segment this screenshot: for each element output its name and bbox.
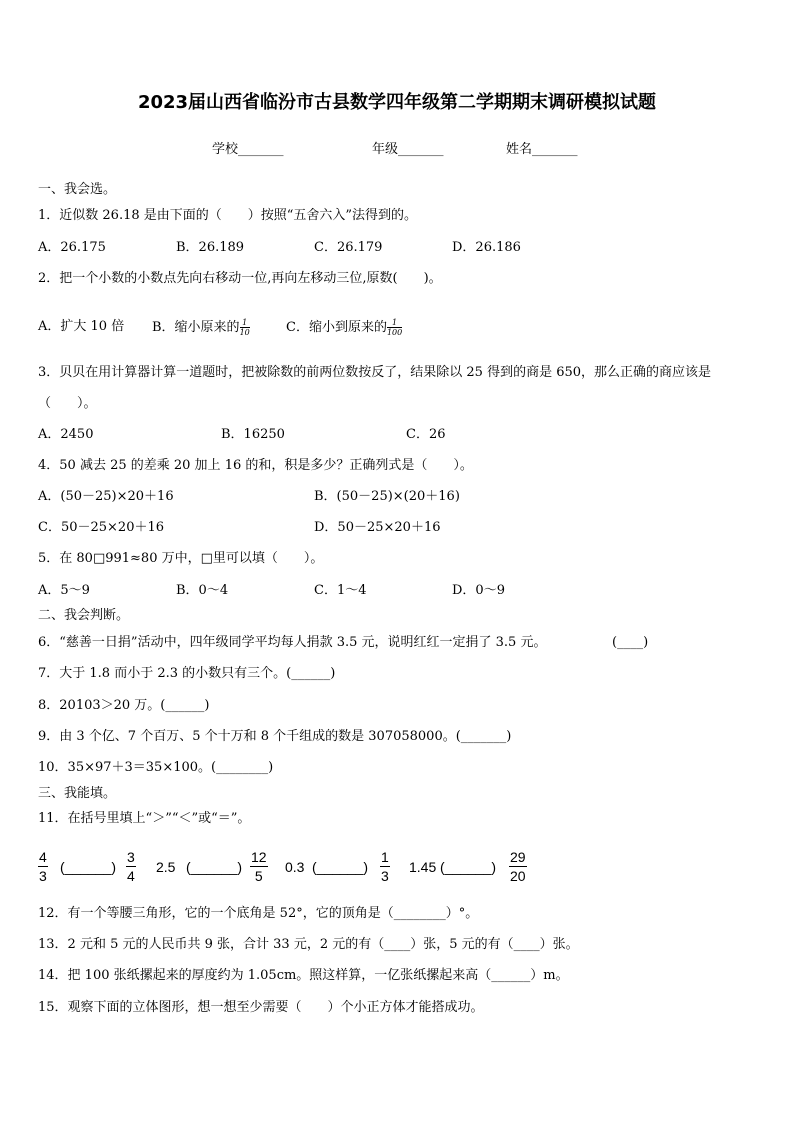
q4-option-c: C．50－25×20＋16 (38, 520, 165, 535)
q2-option-c-text: C．缩小到原来的 (286, 320, 387, 335)
section-heading: 二、我会判断。 (38, 608, 130, 623)
grade-field: 年级_______ (372, 142, 444, 157)
q2-option-c (286, 318, 402, 337)
fraction: $\frac{1}{10}$ (239, 318, 250, 337)
question-3-cont: （ ）。 (38, 396, 97, 411)
q3-option-c: C．26 (406, 427, 446, 442)
question-5: 5．在 80□991≈80 万中，□里可以填（ ）。 (38, 551, 324, 566)
question-8: 8．20103＞20 万。(______) (38, 698, 210, 713)
q5-option-c: C．1～4 (314, 583, 367, 598)
question-13: 13．2 元和 5 元的人民币共 9 张，合计 33 元，2 元的有（____）张，5 元的有（____）张。 (38, 937, 579, 952)
q4-option-d: D．50－25×20＋16 (314, 520, 441, 535)
q2-option-a: A．扩大 10 倍 (38, 319, 125, 334)
q4-option-b: B．(50－25)×(20＋16) (314, 489, 460, 504)
question-2: 2．把一个小数的小数点先向右移动一位,再向左移动三位,原数( )。 (38, 271, 442, 286)
q2-option-b (152, 318, 250, 337)
section-heading: 三、我能填。 (38, 786, 117, 801)
compare-value: 0.3 (285, 859, 305, 875)
compare-blank: (______) (440, 859, 497, 875)
q5-option-d: D．0～9 (452, 583, 505, 598)
q1-option-c: C．26.179 (314, 240, 383, 255)
compare-blank: (______) (312, 859, 369, 875)
compare-blank: (______) (186, 859, 243, 875)
question-9: 9．由 3 个亿、7 个百万、5 个十万和 8 个千组成的数是 307058000。(_______) (38, 729, 512, 744)
question-1: 1．近似数 26.18 是由下面的（ ）按照“五舍六入”法得到的。 (38, 208, 418, 223)
fraction: 1 3 (381, 849, 389, 884)
question-14: 14．把 100 张纸摞起来的厚度约为 1.05cm。照这样算，一亿张纸摞起来高（______）m。 (38, 968, 569, 983)
question-10: 10．35×97＋3＝35×100。(________) (38, 760, 274, 775)
fraction: 3 4 (127, 849, 135, 884)
fraction: 4 3 (39, 849, 47, 884)
section-heading: 一、我会选。 (38, 182, 117, 197)
q6-answer-blank: (____) (612, 635, 649, 650)
compare-value: 1.45 (409, 859, 437, 875)
fraction: $\frac{1}{100}$ (386, 318, 403, 337)
question-15: 15．观察下面的立体图形，想一想至少需要（ ）个小正方体才能搭成功。 (38, 1000, 484, 1015)
q5-option-b: B．0～4 (176, 583, 229, 598)
fraction: 12 5 (251, 849, 267, 884)
fraction: 29 20 (510, 849, 526, 884)
q5-option-a: A．5～9 (38, 583, 90, 598)
compare-value: 2.5 (156, 859, 176, 875)
q4-option-a: A．(50－25)×20＋16 (38, 489, 174, 504)
name-field: 姓名_______ (506, 142, 578, 157)
q1-option-b: B．26.189 (176, 240, 245, 255)
page-title: 2023届山西省临汾市古县数学四年级第二学期期末调研模拟试题 (137, 92, 657, 113)
q2-option-b-text: B．缩小原来的 (152, 320, 240, 335)
q3-option-a: A．2450 (38, 427, 94, 442)
question-6: 6．“慈善一日捐”活动中，四年级同学平均每人捐款 3.5 元，说明红红一定捐了 3.5 元。 (38, 635, 547, 650)
q1-option-a: A．26.175 (38, 240, 106, 255)
question-3: 3．贝贝在用计算器计算一道题时，把被除数的前两位数按反了，结果除以 25 得到的商是 650，那么正确的商应该是 (38, 365, 712, 380)
question-4: 4．50 减去 25 的差乘 20 加上 16 的和，积是多少？正确列式是（ ）。 (38, 458, 473, 473)
question-7: 7．大于 1.8 而小于 2.3 的小数只有三个。(______) (38, 666, 336, 681)
question-12: 12．有一个等腰三角形，它的一个底角是 52°，它的顶角是（________）°。 (38, 906, 479, 921)
school-field: 学校_______ (212, 142, 284, 157)
compare-blank: (______) (60, 859, 117, 875)
q1-option-d: D．26.186 (452, 240, 521, 255)
q3-option-b: B．16250 (221, 427, 285, 442)
question-11: 11．在括号里填上“＞”“＜”或“＝”。 (38, 811, 251, 826)
